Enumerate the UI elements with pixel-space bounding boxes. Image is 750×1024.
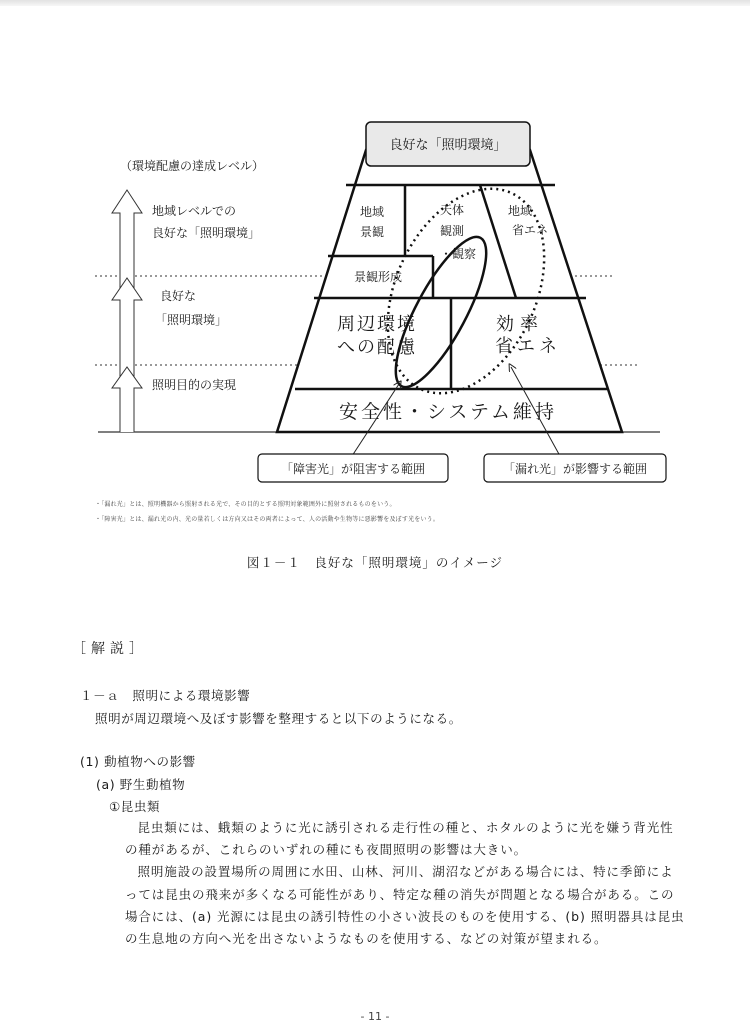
level-3-line1: 照明目的の実現	[152, 378, 237, 392]
cell-surroundings-1: 周辺環境	[337, 314, 417, 335]
subsubsection-heading: (a) 野生動植物	[96, 777, 186, 792]
spill-light-label: 「漏れ光」が影響する範囲	[502, 462, 648, 476]
level-arrow-icon	[112, 367, 142, 432]
figure-caption: 図１－１ 良好な「照明環境」のイメージ	[246, 555, 504, 570]
paragraph: 照明施設の設置場所の周囲に水田、山林、河川、湖沼などがある場合には、特に季節によっては昆虫の飛来が多くなる可能性があり、特定な種の消失が問題となる場合がある。この場合には、(a) 光源には昆虫の誘引特性の小さい波長のものを使用する、(b) 照明器具は昆虫の生息地の方向へ光を出さないようなものを使用する、などの対策が望まれる。	[125, 864, 685, 947]
figure-note: ・「障害光」とは、漏れ光の内、光の量若しくは方向又はその両者によって、人の活動や生物等に悪影響を及ぼす光をいう。	[95, 516, 440, 523]
level-2-line2: 「照明環境」	[155, 313, 228, 327]
commentary-heading: ［解説］	[72, 641, 148, 657]
intro-text: 照明が周辺環境へ及ぼす影響を整理すると以下のようになる。	[95, 711, 462, 726]
section-heading: １－ａ 照明による環境影響	[80, 688, 251, 703]
cell-regional-landscape-1: 地域	[359, 205, 385, 219]
cell-astronomy-2: 観測	[439, 224, 465, 238]
item-heading: ①昆虫類	[109, 799, 161, 814]
achievement-level-header: （環境配慮の達成レベル）	[120, 159, 265, 173]
cell-landscape-formation: 景観形成	[353, 270, 403, 284]
cell-regional-energy-2: 省エネ	[511, 223, 549, 237]
cell-surroundings-2: への配慮	[337, 337, 417, 358]
paragraph: 昆虫類には、蛾類のように光に誘引される走行性の種と、ホタルのように光を嫌う背光性の種があるが、これらのいずれの種にも夜間照明の影響は大きい。	[125, 820, 674, 858]
cell-efficiency-2: 省エネ	[495, 336, 561, 357]
body-paragraphs	[125, 817, 685, 950]
cell-safety-system: 安全性・システム維持	[338, 401, 558, 423]
level-1-line2: 良好な「照明環境」	[152, 226, 261, 240]
cell-efficiency-1: 効率	[496, 314, 544, 335]
figure-note: ・「漏れ光」とは、照明機器から照射される光で、その目的とする照明対象範囲外に照射されるものをいう。	[95, 501, 396, 508]
cell-astronomy-3: ・観察	[439, 247, 477, 261]
cell-regional-landscape-2: 景観	[359, 225, 385, 239]
page-number: - 11 -	[360, 1010, 390, 1023]
level-2-line1: 良好な	[160, 289, 197, 303]
subsection-heading: (1) 動植物への影響	[80, 754, 196, 769]
top-box-label: 良好な「照明環境」	[389, 138, 507, 153]
cell-astronomy-1: 天体	[439, 203, 465, 217]
level-1-line1: 地域レベルでの	[152, 204, 237, 218]
obtrusive-light-label: 「障害光」が阻害する範囲	[280, 462, 426, 476]
cell-regional-energy-1: 地域	[507, 204, 533, 218]
